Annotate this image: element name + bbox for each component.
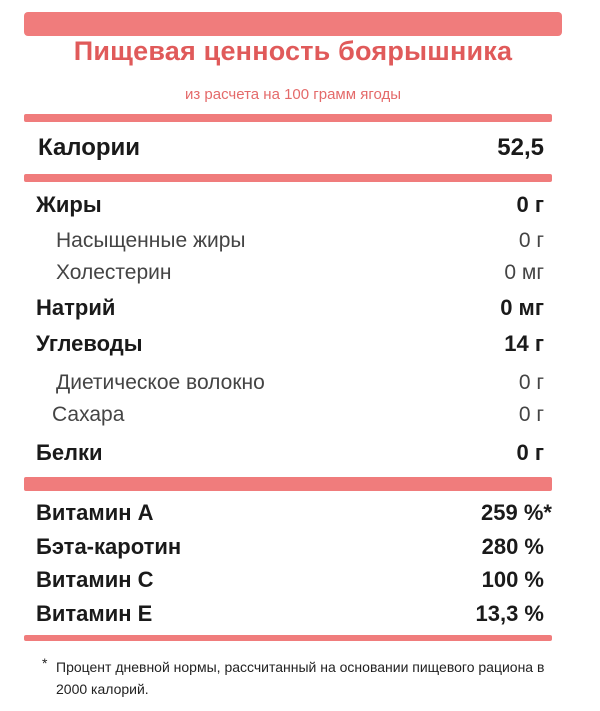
- nutrient-label: Насыщенные жиры: [56, 229, 246, 252]
- vitamin-label: Витамин С: [36, 567, 154, 592]
- nutrient-value: 0 мг: [504, 261, 544, 284]
- footnote-text: Процент дневной нормы, рассчитанный на основании пищевого рациона в 2000 калорий.: [56, 659, 545, 697]
- nutrient-value: 0 г: [516, 440, 544, 465]
- nutrient-row-cholesterol: [0, 261, 600, 291]
- divider: [24, 635, 552, 641]
- vitamin-row-e: [0, 601, 600, 631]
- calories-row: [0, 134, 600, 164]
- vitamin-row-beta-carotene: [0, 534, 600, 564]
- nutrient-value: 0 г: [518, 229, 544, 252]
- nutrient-row-sodium: [0, 295, 600, 325]
- calories-label: Калории: [38, 134, 141, 161]
- vitamin-label: Витамин А: [36, 500, 154, 525]
- nutrient-label: Сахара: [52, 403, 125, 426]
- divider: [24, 114, 552, 122]
- nutrient-row-dietary-fiber: [0, 371, 600, 401]
- nutrient-value: 0 г: [516, 192, 544, 217]
- nutrient-label: Белки: [36, 440, 103, 465]
- vitamin-label: Бэта-каротин: [36, 534, 182, 559]
- vitamin-value: 13,3 %: [475, 601, 544, 626]
- vitamin-value: 100 %: [481, 567, 544, 592]
- nutrient-value: 14 г: [504, 331, 544, 356]
- vitamin-value: 280 %: [481, 534, 544, 559]
- nutrient-value: 0 г: [518, 403, 544, 426]
- divider: [24, 477, 552, 491]
- nutrient-label: Натрий: [36, 295, 116, 320]
- label-subtitle: из расчета на 100 грамм ягоды: [184, 86, 402, 103]
- nutrient-row-fat: [0, 192, 600, 222]
- nutrient-label: Холестерин: [56, 261, 172, 284]
- nutrient-label: Диетическое волокно: [56, 371, 265, 394]
- nutrient-row-sugars: [0, 403, 600, 433]
- nutrient-row-protein: [0, 440, 600, 470]
- header-bar: [24, 12, 562, 36]
- label-title: Пищевая ценность боярышника: [73, 36, 513, 66]
- calories-value: 52,5: [497, 134, 544, 161]
- footnote: [42, 656, 552, 700]
- vitamin-row-a: [0, 500, 600, 530]
- nutrient-value: 0 г: [518, 371, 544, 394]
- nutrient-label: Углеводы: [36, 331, 143, 356]
- vitamin-value: 259 %*: [481, 500, 552, 525]
- nutrient-value: 0 мг: [500, 295, 544, 320]
- nutrient-row-carbohydrates: [0, 331, 600, 361]
- vitamin-row-c: [0, 567, 600, 597]
- nutrient-row-saturated-fat: [0, 229, 600, 259]
- divider: [24, 174, 552, 182]
- vitamin-label: Витамин Е: [36, 601, 153, 626]
- nutrient-label: Жиры: [36, 192, 102, 217]
- footnote-marker: *: [42, 655, 48, 671]
